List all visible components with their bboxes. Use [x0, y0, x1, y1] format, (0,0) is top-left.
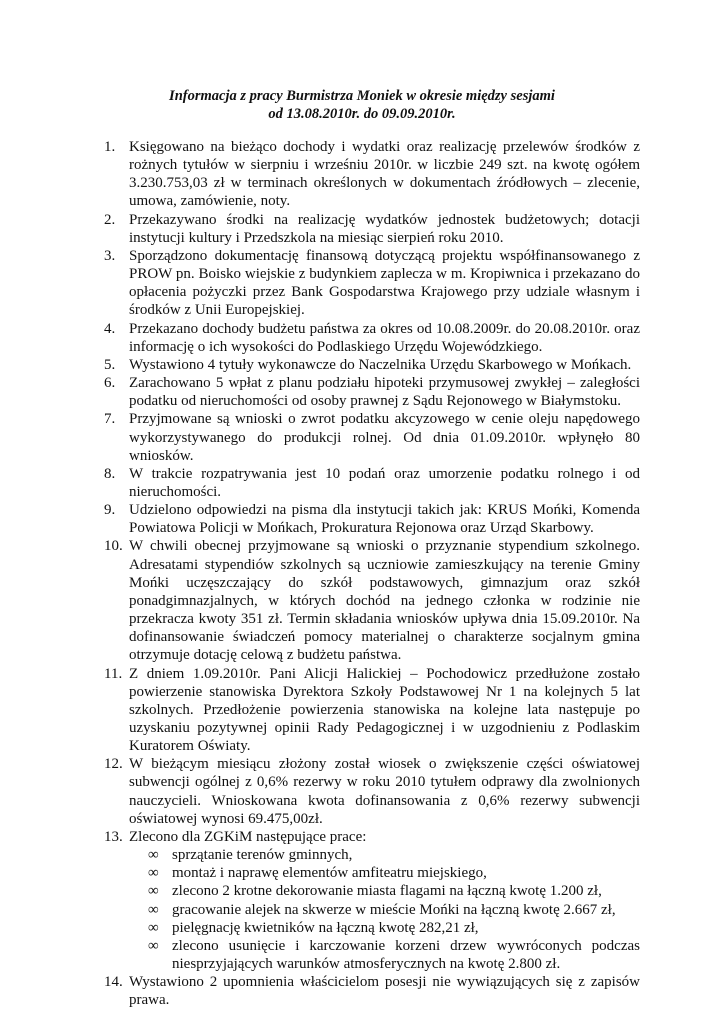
infinity-bullet-icon: ∞: [148, 865, 159, 882]
list-item-8: [104, 465, 640, 501]
item-text: Z dniem 1.09.2010r. Pani Alicji Halickiej – Pochodowicz przedłużone zostało powierzenie stanowiska Dyrektora Szkoły Podstawowej Nr 1 na kolejnych 5 lat szkolnych. Przedłożenie powierzenia stanowiska na kolejne lata następuje po uzyskaniu pozytywnej opinii Rady Pedagogicznej i w uzgodnieniu z Podlaskim Kuratorem Oświaty.: [129, 665, 640, 755]
work-orders-sublist: [129, 846, 640, 973]
item-text: W chwili obecnej przyjmowane są wnioski o przyznanie stypendium szkolnego. Adresatami stypendiów szkolnych są uczniowie zamieszkujący na terenie Gminy Mońki uczęszczający do szkół podstawowych, gimnazjum oraz szkół ponadgimnazjalnych, w których dochód na jednego członka w rodzinie nie przekracza kwoty 351 zł. Termin składania wniosków upływa dnia 15.09.2010r. Na dofinansowanie świadczeń pomocy materialnej o charakterze socjalnym gmina otrzymuje dotację celową z budżetu państwa.: [129, 538, 640, 664]
list-item-9: [104, 501, 640, 537]
item-number: 2.: [104, 211, 116, 228]
item-text: Przyjmowane są wnioski o zwrot podatku akcyzowego w cenie oleju napędowego wykorzystywanego do produkcji rolnej. Od dnia 01.09.2010r. wpłynęło 80 wniosków.: [129, 411, 640, 464]
item-number: 13.: [104, 828, 123, 845]
list-item-1: [104, 138, 640, 211]
item-text: Zlecono dla ZGKiM następujące prace:: [129, 828, 367, 845]
list-item-10: [104, 537, 640, 664]
document-title: Informacja z pracy Burmistrza Moniek w okresie między sesjami: [169, 88, 555, 104]
item-text: Wystawiono 2 upomnienia właścicielom posesji nie wywiązujących się z zapisów prawa.: [129, 974, 640, 1009]
item-number: 11.: [104, 665, 123, 682]
list-item-5: [104, 356, 640, 374]
sublist-item: [129, 919, 640, 937]
item-text: Zarachowano 5 wpłat z planu podziału hipoteki przymusowej zwykłej – zaległości podatku od nieruchomości od osoby prawnej z Sądu Rejonowego w Białymstoku.: [129, 375, 640, 410]
item-text: Przekazywano środki na realizację wydatków jednostek budżetowych; dotacji instytucji kultury i Przedszkola na miesiąc sierpień roku 2010.: [129, 211, 640, 246]
infinity-bullet-icon: ∞: [148, 937, 159, 954]
sublist-item-text: zlecono 2 krotne dekorowanie miasta flagami na łączną kwotę 1.200 zł,: [172, 883, 602, 900]
sublist-item-text: zlecono usunięcie i karczowanie korzeni drzew wywróconych podczas niesprzyjających warunków atmosferycznych na kwotę 2.800 zł.: [172, 937, 640, 973]
item-number: 3.: [104, 247, 116, 264]
item-number: 12.: [104, 756, 123, 773]
list-item-2: [104, 211, 640, 247]
item-number: 4.: [104, 320, 116, 337]
infinity-bullet-icon: ∞: [148, 847, 159, 864]
list-item-12: [104, 755, 640, 828]
item-number: 8.: [104, 465, 116, 482]
sublist-item-text: gracowanie alejek na skwerze w mieście Mońki na łączną kwotę 2.667 zł,: [172, 901, 616, 918]
infinity-bullet-icon: ∞: [148, 883, 159, 900]
item-number: 10.: [104, 538, 123, 555]
item-text: W bieżącym miesiącu złożony został wiosek o zwiększenie części oświatowej subwencji ogólnej z 0,6% rezerwy w roku 2010 tytułem odprawy dla zwolnionych nauczycieli. Wnioskowana kwota dofinansowania z 0,6% rezerwy subwencji oświatowej wynosi 69.475,00zł.: [129, 756, 640, 827]
item-text: Przekazano dochody budżetu państwa za okres od 10.08.2009r. do 20.08.2010r. oraz informację o ich wysokości do Podlaskiego Urzędu Wojewódzkiego.: [129, 320, 640, 355]
sublist-item: [129, 864, 640, 882]
item-text: Księgowano na bieżąco dochody i wydatki oraz realizację przelewów środków z rożnych tytułów w sierpniu i wrześniu 2010r. w liczbie 249 szt. na kwotę ogółem 3.230.753,03 zł w terminach określonych w dokumentach źródłowych – zlecenie, umowa, zamówienie, noty.: [129, 139, 640, 210]
list-item-7: [104, 410, 640, 464]
sublist-item: [129, 846, 640, 864]
item-text: W trakcie rozpatrywania jest 10 podań oraz umorzenie podatku rolnego i od nieruchomości.: [129, 465, 640, 500]
sublist-item-text: pielęgnację kwietników na łączną kwotę 282,21 zł,: [172, 919, 479, 936]
list-item-13: [104, 828, 640, 973]
sublist-item: [129, 937, 640, 973]
item-number: 14.: [104, 974, 123, 991]
sublist-item-text: montaż i naprawę elementów amfiteatru miejskiego,: [172, 865, 487, 882]
sublist-item: [129, 882, 640, 900]
list-item-4: [104, 320, 640, 356]
item-number: 5.: [104, 356, 116, 373]
infinity-bullet-icon: ∞: [148, 901, 159, 918]
item-number: 7.: [104, 411, 116, 428]
list-item-3: [104, 247, 640, 320]
item-text: Udzielono odpowiedzi na pisma dla instytucji takich jak: KRUS Mońki, Komenda Powiatowa Policji w Mońkach, Prokuratura Rejonowa oraz Urząd Skarbowy.: [129, 502, 640, 537]
infinity-bullet-icon: ∞: [148, 919, 159, 936]
list-item-14: [104, 973, 640, 1009]
list-item-11: [104, 665, 640, 756]
numbered-list: [104, 138, 640, 1010]
item-number: 6.: [104, 375, 116, 392]
item-text: Sporządzono dokumentację finansową dotyczącą projektu współfinansowanego z PROW pn. Boisko wiejskie z budynkiem zaplecza w m. Kropiwnica i przekazano do opłacenia pożyczki przez Bank Gospodarstwa Krajowego przy udziale własnym i środków z Unii Europejskiej.: [129, 247, 640, 319]
item-text: Wystawiono 4 tytuły wykonawcze do Naczelnika Urzędu Skarbowego w Mońkach.: [129, 356, 632, 373]
item-number: 1.: [104, 139, 116, 155]
sublist-item: [129, 901, 640, 919]
document-subtitle-dates: od 13.08.2010r. do 09.09.2010r.: [268, 106, 456, 122]
item-number: 9.: [104, 502, 116, 519]
list-item-6: [104, 374, 640, 410]
sublist-item-text: sprzątanie terenów gminnych,: [172, 847, 353, 864]
